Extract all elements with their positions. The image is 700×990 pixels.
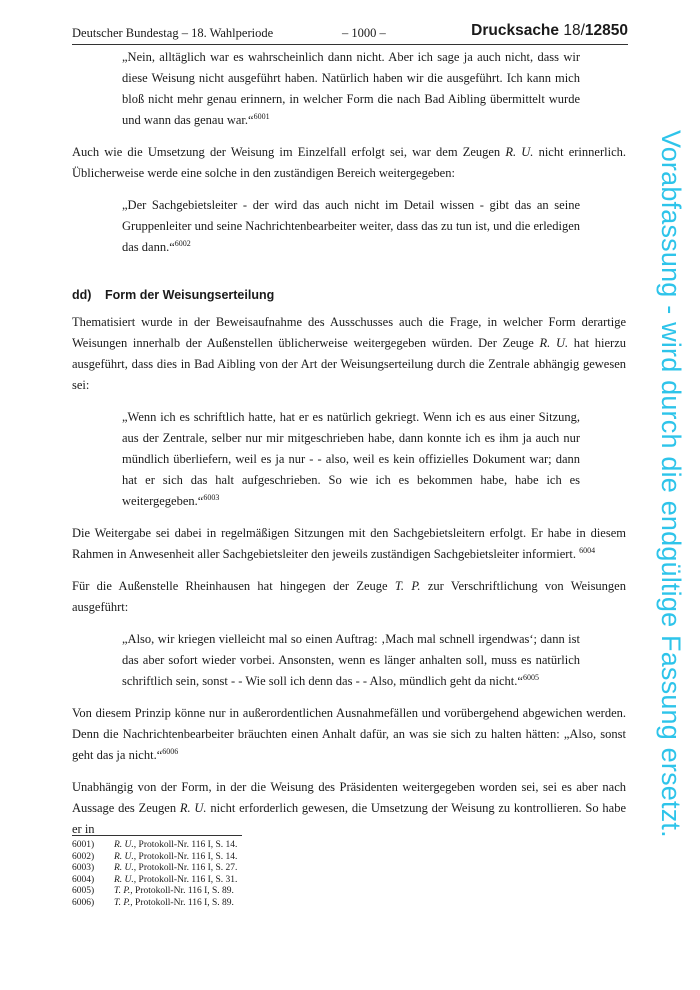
draft-watermark-text: Vorabfassung - wird durch die endgültige Fassung ersetzt.	[656, 130, 686, 838]
footnote-ref: 6002	[174, 239, 191, 248]
footnote-rule	[72, 835, 242, 836]
paragraph-text: Für die Außenstelle Rheinhausen hat hingegen der Zeuge	[72, 579, 395, 593]
section-number: dd)	[72, 288, 92, 302]
section-title: Form der Weisungserteilung	[105, 288, 275, 302]
footnote	[72, 875, 237, 887]
paragraph	[72, 312, 626, 396]
footnote-text: , Protokoll-Nr. 116 I, S. 89.	[130, 886, 234, 896]
quote-block	[72, 195, 626, 258]
quote-block	[72, 407, 626, 512]
header-rule	[72, 44, 628, 45]
section-heading	[72, 286, 626, 304]
document-number	[471, 22, 628, 40]
footnote-name: R. U.	[114, 863, 134, 873]
header-publication: Deutscher Bundestag – 18. Wahlperiode	[72, 26, 274, 40]
footnote	[72, 840, 237, 852]
paragraph-text: Auch wie die Umsetzung der Weisung im Einzelfall erfolgt sei, war dem Zeugen	[72, 145, 506, 159]
footnote-number: 6005)	[72, 886, 95, 896]
paragraph-text: zur Verschriftlichung von Weisungen ausgeführt:	[72, 579, 626, 614]
paragraph-text: Unabhängig von der Form, in der die Weisung des Präsidenten weitergegeben worden sei, sei es aber nach Aussage des Zeugen	[72, 780, 626, 815]
footnote-text: , Protokoll-Nr. 116 I, S. 27.	[133, 863, 238, 873]
page-header	[72, 22, 628, 44]
footnote-number: 6003)	[72, 863, 95, 873]
document-body	[72, 47, 626, 840]
paragraph	[72, 777, 626, 840]
footnote-ref: 6006	[162, 747, 179, 756]
paragraph-text: Die Weitergabe sei dabei in regelmäßigen Sitzungen mit den Sachgebietsleitern erfolgt. Er habe in diesem Rahmen in Anwesenheit aller Sachgebietsleiter den jeweils zuständigen Sachgebietsleiter informiert.	[72, 526, 626, 561]
footnote-text: , Protokoll-Nr. 116 I, S. 31.	[133, 874, 238, 885]
footnote	[72, 852, 237, 864]
footnote-name: T. P.	[114, 886, 131, 896]
witness-name: R. U.	[179, 801, 207, 815]
paragraph	[72, 576, 626, 618]
witness-name: T. P.	[394, 579, 421, 593]
paragraph-text: nicht erinnerlich. Üblicherweise werde eine solche in den zuständigen Bereich weitergegeben:	[72, 145, 626, 180]
drucksache-prefix: 18/	[559, 22, 585, 39]
paragraph	[72, 142, 626, 184]
footnote-number: 6001)	[72, 840, 95, 850]
footnotes	[72, 840, 237, 909]
footnote-name: R. U.	[114, 840, 134, 850]
footnote-text: , Protokoll-Nr. 116 I, S. 14.	[133, 851, 238, 862]
quote-block	[72, 629, 626, 692]
footnote-number: 6004)	[72, 874, 95, 885]
quote-text: „Der Sachgebietsleiter - der wird das auch nicht im Detail wissen - gibt das an seine Gruppenleiter und seine Nachrichtenbearbeiter weiter, dass das zu tun ist, und die erledigen das dann.“	[122, 198, 580, 254]
footnote-text: , Protokoll-Nr. 116 I, S. 14.	[133, 840, 238, 850]
paragraph	[72, 523, 626, 565]
drucksache-label: Drucksache	[471, 22, 560, 39]
footnote-name: R. U.	[114, 851, 134, 862]
witness-name: R. U.	[539, 336, 569, 350]
paragraph	[72, 703, 626, 766]
footnote-ref: 6003	[203, 493, 220, 502]
paragraph-text: Von diesem Prinzip könne nur in außerordentlichen Ausnahmefällen und vorübergehend abgewichen werden. Denn die Nachrichtenbearbeiter bräuchten einen Anhalt dafür, an was sie sich zu halten hätten: „Also, sonst geht das ja nicht.“	[72, 706, 626, 762]
footnote-ref: 6005	[522, 673, 539, 682]
footnote	[72, 898, 237, 910]
footnote	[72, 886, 237, 898]
paragraph-text: nicht erforderlich gewesen, die Umsetzung der Weisung zu kontrollieren. So habe er in	[72, 801, 626, 836]
footnote-number: 6006)	[72, 897, 95, 908]
quote-text: „Wenn ich es schriftlich hatte, hat er es natürlich gekriegt. Wenn ich es aus einer Sitzung, aus der Zentrale, selber nur mir mitgeschrieben habe, dann konnte ich es ihm ja auch nur mündlich überliefern, weil es ja nur - - also, weil es kein offizielles Dokument war; dann hat er sich das halt aufgeschrieben. So wie ich es bekommen habe, habe ich es weitergegeben.“	[122, 410, 580, 508]
footnote-name: R. U.	[114, 874, 134, 885]
page-number: – 1000 –	[342, 26, 386, 40]
footnote-ref: 6001	[253, 112, 270, 121]
quote-text: „Also, wir kriegen vielleicht mal so einen Auftrag: ‚Mach mal schnell irgendwas‘; dann ist das aber sofort wieder vorbei. Ansonsten, wenn es länger anhalten soll, muss es natürlich schriftlich sein, sonst - - Wie soll ich denn das - - Also, mündlich geht da nicht.“	[122, 632, 580, 688]
drucksache-number: 12850	[584, 22, 628, 39]
quote-block	[72, 47, 626, 131]
footnote	[72, 863, 237, 875]
paragraph-text: Thematisiert wurde in der Beweisaufnahme des Ausschusses auch die Frage, in welcher Form derartige Weisungen innerhalb der Außenstellen üblicherweise weitergegeben würden. Der Zeuge	[72, 315, 626, 350]
footnote-name: T. P.	[114, 897, 131, 908]
footnote-ref: 6004	[579, 546, 596, 555]
footnote-number: 6002)	[72, 851, 95, 862]
quote-text: „Nein, alltäglich war es wahrscheinlich dann nicht. Aber ich sage ja auch nicht, dass wir diese Weisung nicht ausgeführt haben. Natürlich haben wir die ausgeführt. Ich kann mich bloß nicht mehr genau erinnern, in welcher Form die nach Bad Aibling übermittelt wurde und wann das genau war.“	[122, 50, 580, 127]
witness-name: R. U.	[505, 145, 534, 159]
paragraph-text: hat hierzu ausgeführt, dass dies in Bad Aibling von der Art der Weisungserteilung durch die Zentrale abhängig gewesen sei:	[72, 336, 626, 392]
footnote-text: , Protokoll-Nr. 116 I, S. 89.	[130, 897, 234, 908]
